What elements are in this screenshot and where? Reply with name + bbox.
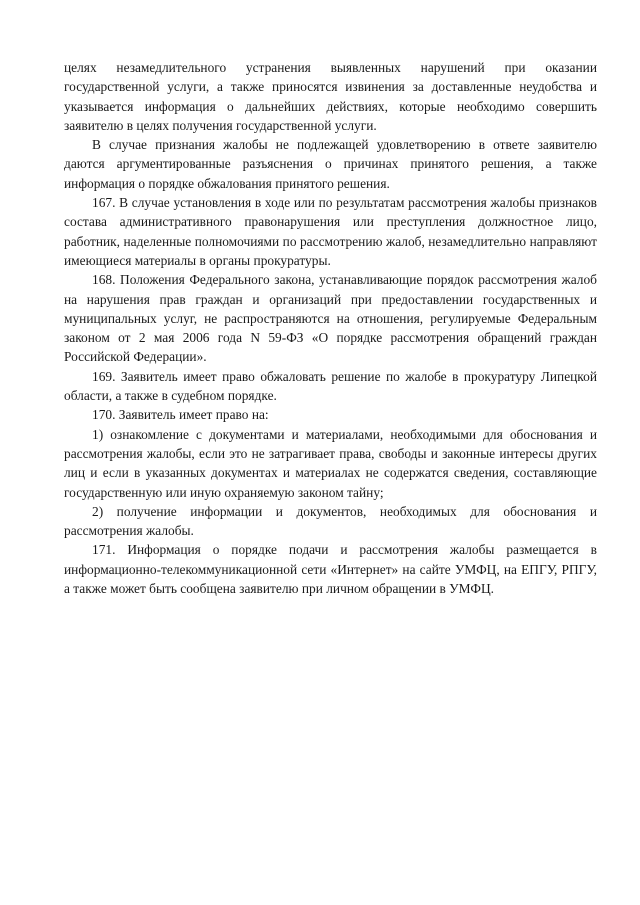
paragraph-168: 168. Положения Федерального закона, устанавливающие порядок рассмотрения жалоб на нарушения прав граждан и организаций при предоставлении государственных и муниципальных услуг, не распространяются на отношения, регулируемые Федеральным законом от 2 мая 2006 года N 59-ФЗ «О порядке рассмотрения обращений граждан Российской Федерации». <box>64 272 597 365</box>
paragraph-169: 169. Заявитель имеет право обжаловать решение по жалобе в прокуратуру Липецкой области, а также в судебном порядке. <box>64 368 597 404</box>
paragraph-refusal-answer: В случае признания жалобы не подлежащей удовлетворению в ответе заявителю даются аргументированные разъяснения о причинах принятого решения, а также информация о порядке обжалования принятого решения. <box>64 137 597 191</box>
paragraph-167: 167. В случае установления в ходе или по результатам рассмотрения жалобы признаков состава административного правонарушения или преступления должностное лицо, работник, наделенные полномочиями по рассмотрению жалоб, незамедлительно направляют имеющиеся материалы в органы прокуратуры. <box>64 195 597 268</box>
paragraph-170-item-2: 2) получение информации и документов, необходимых для обоснования и рассмотрения жалобы. <box>64 503 597 539</box>
paragraph-continuation: целях незамедлительного устранения выявленных нарушений при оказании государственной услуги, а также приносятся извинения за доставленные неудобства и указывается информация о дальнейших действиях, которые необходимо совершить заявителю в целях получения государственной услуги. <box>64 60 597 133</box>
paragraph-171: 171. Информация о порядке подачи и рассмотрения жалобы размещается в информационно-телекоммуникационной сети «Интернет» на сайте УМФЦ, на ЕПГУ, РПГУ, а также может быть сообщена заявителю при личном обращении в УМФЦ. <box>64 542 597 597</box>
paragraph-170: 170. Заявитель имеет право на: <box>92 407 269 423</box>
document-page <box>64 58 597 598</box>
paragraph-170-item-1: 1) ознакомление с документами и материалами, необходимыми для обоснования и рассмотрения жалобы, если это не затрагивает права, свободы и законные интересы других лиц и если в указанных документах и материалах не содержатся сведения, составляющие государственную или иную охраняемую законом тайну; <box>64 426 597 500</box>
